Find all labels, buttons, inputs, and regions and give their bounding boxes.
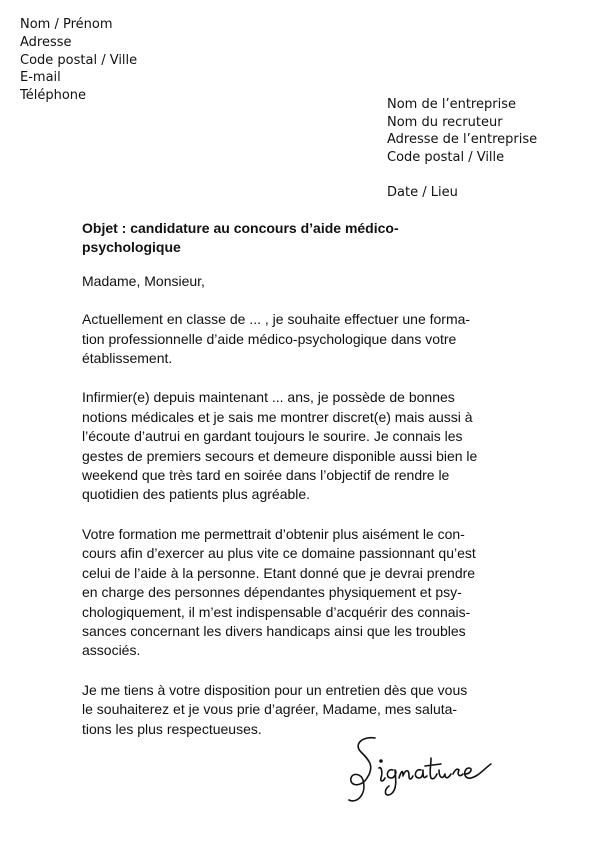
- paragraph-line: notions médicales et je sais me montrer discret(e) mais aussi à: [82, 408, 473, 425]
- paragraph-line: quotidien des patients plus agréable.: [82, 486, 311, 503]
- paragraph-line: établissement.: [82, 350, 173, 367]
- recipient-recruiter: Nom du recruteur: [387, 114, 503, 130]
- paragraph-line: gestes de premiers secours et demeure disponible aussi bien le: [82, 447, 478, 464]
- sender-address: Adresse: [20, 34, 72, 50]
- recipient-postal-city: Code postal / Ville: [387, 149, 505, 165]
- recipient-company: Nom de l’entreprise: [387, 97, 516, 112]
- sender-block: [20, 16, 137, 105]
- recipient-address: Adresse de l’entreprise: [387, 132, 538, 148]
- paragraph-line: cours afin d’exercer au plus vite ce domaine passionnant qu’est: [82, 545, 476, 562]
- paragraph-line: tion professionnelle d’aide médico-psychologique dans votre: [82, 330, 457, 347]
- sender-email: E-mail: [20, 70, 61, 86]
- letter-salutation: Madame, Monsieur,: [82, 272, 205, 289]
- paragraph-line: Votre formation me permettrait d’obtenir plus aisément le con-: [82, 525, 465, 542]
- letter-paragraph: [82, 388, 522, 504]
- handwritten-signature: [345, 728, 495, 808]
- paragraph-line: chologiquement, il m’est indispensable d’acquérir des connais-: [82, 603, 471, 620]
- paragraph-line: Infirmier(e) depuis maintenant ... ans, je possède de bonnes: [82, 389, 455, 406]
- letter-subject: [82, 219, 522, 258]
- letter-paragraph: [82, 525, 522, 661]
- subject-line: Objet : candidature au concours d’aide médico-: [82, 220, 399, 236]
- letter-body: [82, 219, 522, 759]
- paragraph-line: en charge des personnes dépendantes physiquement et psy-: [82, 584, 462, 601]
- paragraph-line: sances concernant les divers handicaps ainsi que les troubles: [82, 622, 466, 639]
- letter-paragraph: [82, 310, 522, 368]
- paragraph-line: le souhaiterez et je vous prie d’agréer, Madame, mes saluta-: [82, 701, 458, 718]
- paragraph-line: l’écoute d’autrui en gardant toujours le sourire. Je connais les: [82, 428, 463, 445]
- paragraph-line: weekend que très tard en soirée dans l’objectif de rendre le: [82, 467, 450, 484]
- sender-postal-city: Code postal / Ville: [20, 52, 138, 68]
- subject-line: psychologique: [82, 239, 181, 256]
- date-place: Date / Lieu: [387, 185, 458, 200]
- sender-name: Nom / Prénom: [20, 17, 113, 32]
- recipient-block: [387, 96, 537, 166]
- sender-phone: Téléphone: [20, 88, 87, 104]
- paragraph-line: celui de l’aide à la personne. Etant donné que je devrai prendre: [82, 564, 476, 581]
- paragraph-line: tions les plus respectueuses.: [82, 720, 262, 737]
- paragraph-line: Actuellement en classe de ... , je souhaite effectuer une forma-: [82, 311, 471, 328]
- paragraph-line: associés.: [82, 642, 141, 659]
- paragraph-line: Je me tiens à votre disposition pour un entretien dès que vous: [82, 681, 468, 698]
